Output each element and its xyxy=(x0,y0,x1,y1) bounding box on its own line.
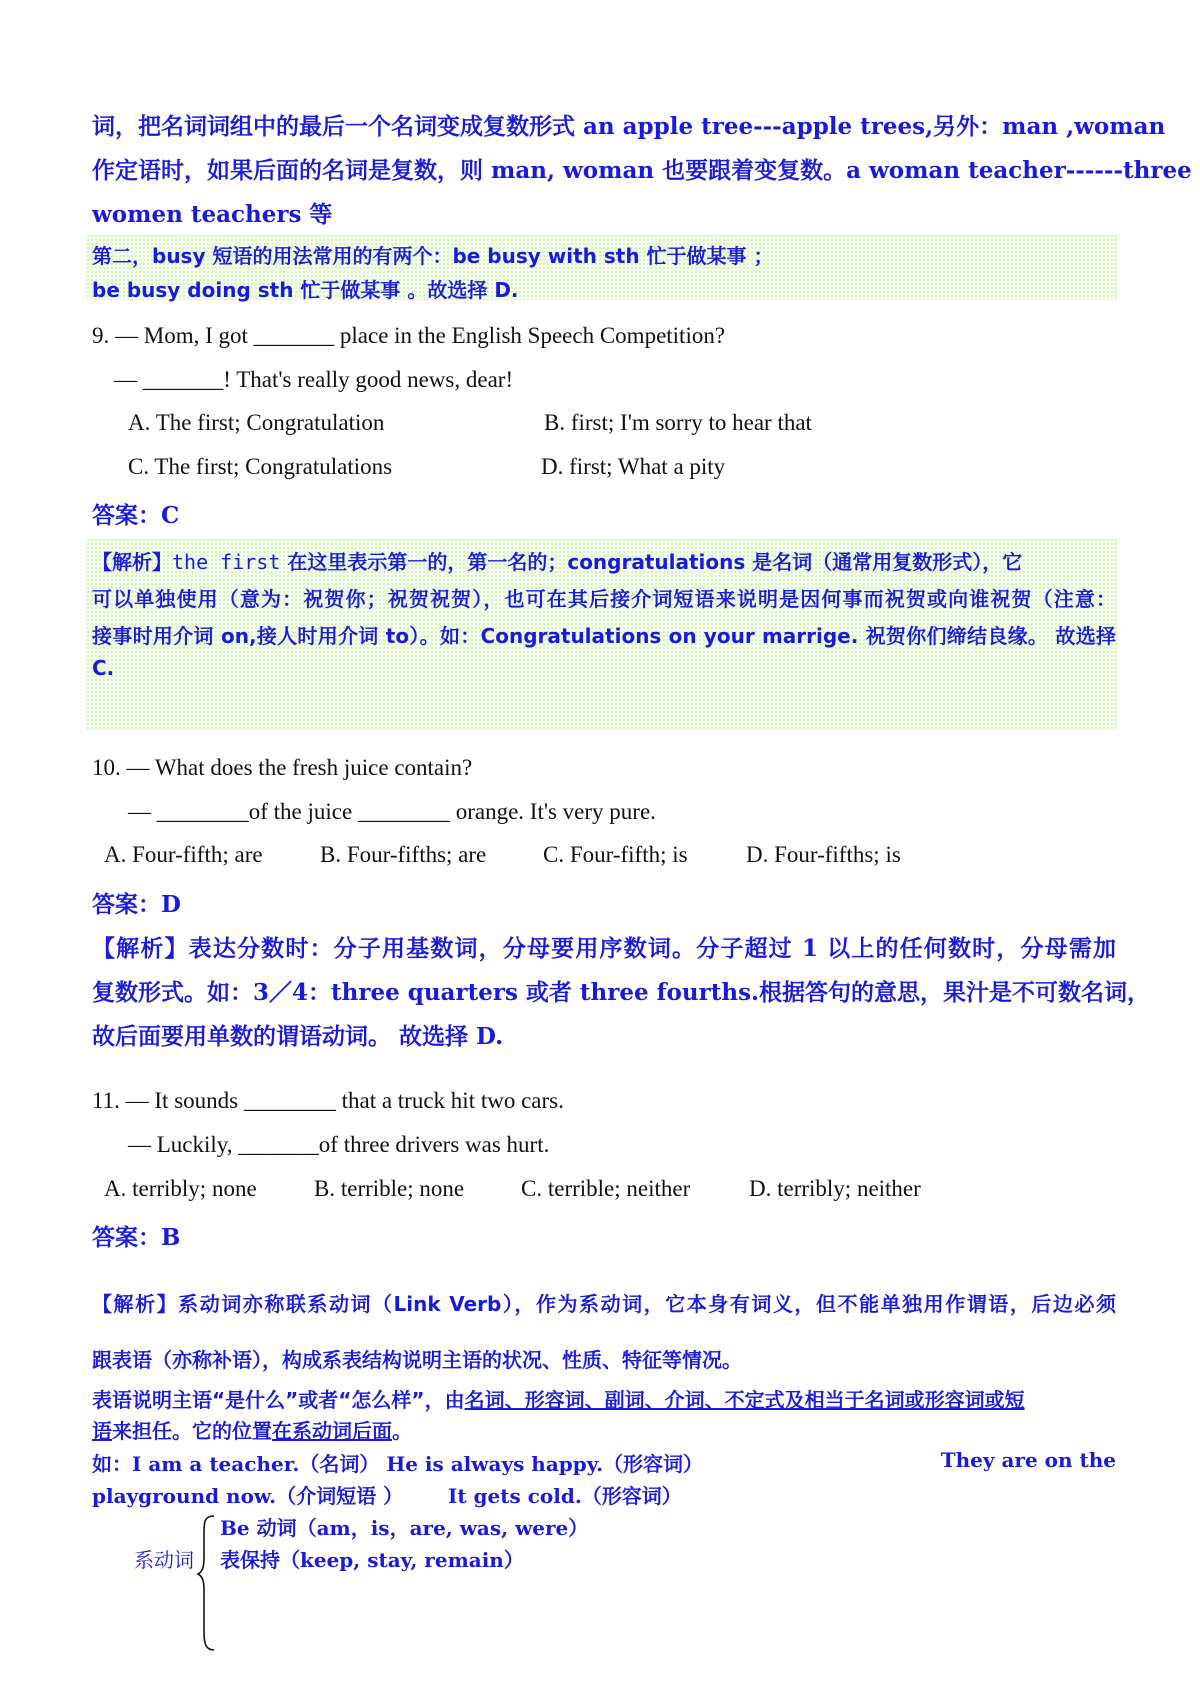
q9-reply: — _______! That's really good news, dear! xyxy=(114,367,514,392)
q10-question: 10. — What does the fresh juice contain? xyxy=(92,755,473,780)
q10-option-b: B. Four-fifths; are xyxy=(320,842,487,867)
intro-line-3: women teachers 等 xyxy=(92,201,333,228)
q10-answer: 答案：D xyxy=(92,891,181,918)
q11-example-line-2: playground now.（介词短语 ） xyxy=(92,1484,404,1508)
q11-question: 11. — It sounds ________ that a truck hit two cars. xyxy=(92,1088,564,1113)
q11-explanation-line-3 xyxy=(92,1384,1025,1413)
intro-line-1: 词，把名词词组中的最后一个名词变成复数形式 an apple tree---apple trees,另外：man ,woman xyxy=(92,113,1166,140)
q9-option-c: C. The first; Congratulations xyxy=(128,454,393,479)
q10-explanation-line-2: 复数形式。如：3／4：three quarters 或者 three fourths.根据答句的意思，果汁是不可数名词， xyxy=(92,979,1151,1006)
q11-explanation-line-4 xyxy=(92,1415,412,1444)
q9-expl-text: 在这里表示第一的，第一名的；congratulations 是名词（通常用复数形式），它 xyxy=(280,550,1023,574)
q10-reply: — ________of the juice ________ orange. It's very pure. xyxy=(128,799,656,824)
q9-answer: 答案：C xyxy=(92,502,180,529)
q10-option-a: A. Four-fifth; are xyxy=(104,842,263,867)
linking-verb-be: Be 动词（am，is，are, was, were） xyxy=(220,1516,589,1540)
q9-explanation-line-3: 接事时用介词 on,接人时用介词 to）。如：Congratulations on your marrige. 祝贺你们缔结良缘。 故选择 xyxy=(92,624,1116,648)
q11-option-a: A. terribly; none xyxy=(104,1176,257,1201)
q10-option-c: C. Four-fifth; is xyxy=(543,842,688,867)
linking-verb-keep: 表保持（keep, stay, remain） xyxy=(220,1548,524,1572)
q10-explanation-line-1: 【解析】表达分数时：分子用基数词，分母要用序数词。分子超过 1 以上的任何数时，分母需加 xyxy=(92,935,1116,962)
q11-expl-4-underlined-a: 语 xyxy=(92,1419,112,1443)
q11-option-c: C. terrible; neither xyxy=(521,1176,691,1201)
q11-expl-3-lead: 表语说明主语“是什么”或者“怎么样”，由 xyxy=(92,1388,465,1412)
curly-brace-icon xyxy=(196,1512,218,1652)
q9-option-a: A. The first; Congratulation xyxy=(128,410,385,435)
q9-explanation-line-4: C. xyxy=(92,656,115,680)
q9-option-b: B. first; I'm sorry to hear that xyxy=(544,410,812,435)
q11-expl-4-underlined-b: 在系动词后面 xyxy=(272,1419,392,1443)
q11-reply: — Luckily, _______of three drivers was hurt. xyxy=(128,1132,550,1157)
q9-explanation-line-1 xyxy=(92,546,1022,575)
q11-answer: 答案：B xyxy=(92,1224,181,1251)
q11-option-d: D. terribly; neither xyxy=(749,1176,921,1201)
q10-option-d: D. Four-fifths; is xyxy=(746,842,901,867)
q11-example-line-1-right: They are on the xyxy=(940,1448,1116,1472)
q11-explanation-line-1: 【解析】系动词亦称联系动词（Link Verb），作为系动词，它本身有词义，但不能单独用作谓语，后边必须 xyxy=(92,1292,1116,1316)
q9-question: 9. — Mom, I got _______ place in the English Speech Competition? xyxy=(92,323,726,348)
q9-explanation-line-2: 可以单独使用（意为：祝贺你；祝贺祝贺），也可在其后接介词短语来说明是因何事而祝贺或向谁祝贺（注意： xyxy=(92,587,1116,611)
q11-expl-3-underlined: 名词、形容词、副词、介词、不定式及相当于名词或形容词或短 xyxy=(464,1388,1025,1412)
q9-option-d: D. first; What a pity xyxy=(541,454,726,479)
q11-expl-4-text: 来担任。它的位置 xyxy=(112,1419,272,1443)
q9-expl-term: the first xyxy=(172,550,281,574)
q11-option-b: B. terrible; none xyxy=(314,1176,465,1201)
q10-explanation-line-3: 故后面要用单数的谓语动词。 故选择 D. xyxy=(92,1023,504,1050)
q11-example-line-2-right: It gets cold.（形容词） xyxy=(448,1484,682,1508)
q11-example-line-1: 如：I am a teacher.（名词） He is always happy.（形容词） xyxy=(92,1452,704,1476)
busy-line-1: 第二，busy 短语的用法常用的有两个：be busy with sth 忙于做某事 ； xyxy=(92,244,774,268)
q11-expl-4-end: 。 xyxy=(392,1419,412,1443)
linking-verb-tree-label: 系动词 xyxy=(134,1548,194,1572)
intro-line-2: 作定语时，如果后面的名词是复数，则 man, woman 也要跟着变复数。a woman teacher------three xyxy=(92,157,1192,184)
q9-expl-tag: 【解析】 xyxy=(92,550,172,574)
busy-line-2: be busy doing sth 忙于做某事 。故选择 D. xyxy=(92,278,519,302)
q11-explanation-line-2: 跟表语（亦称补语），构成系表结构说明主语的状况、性质、特征等情况。 xyxy=(92,1348,742,1372)
